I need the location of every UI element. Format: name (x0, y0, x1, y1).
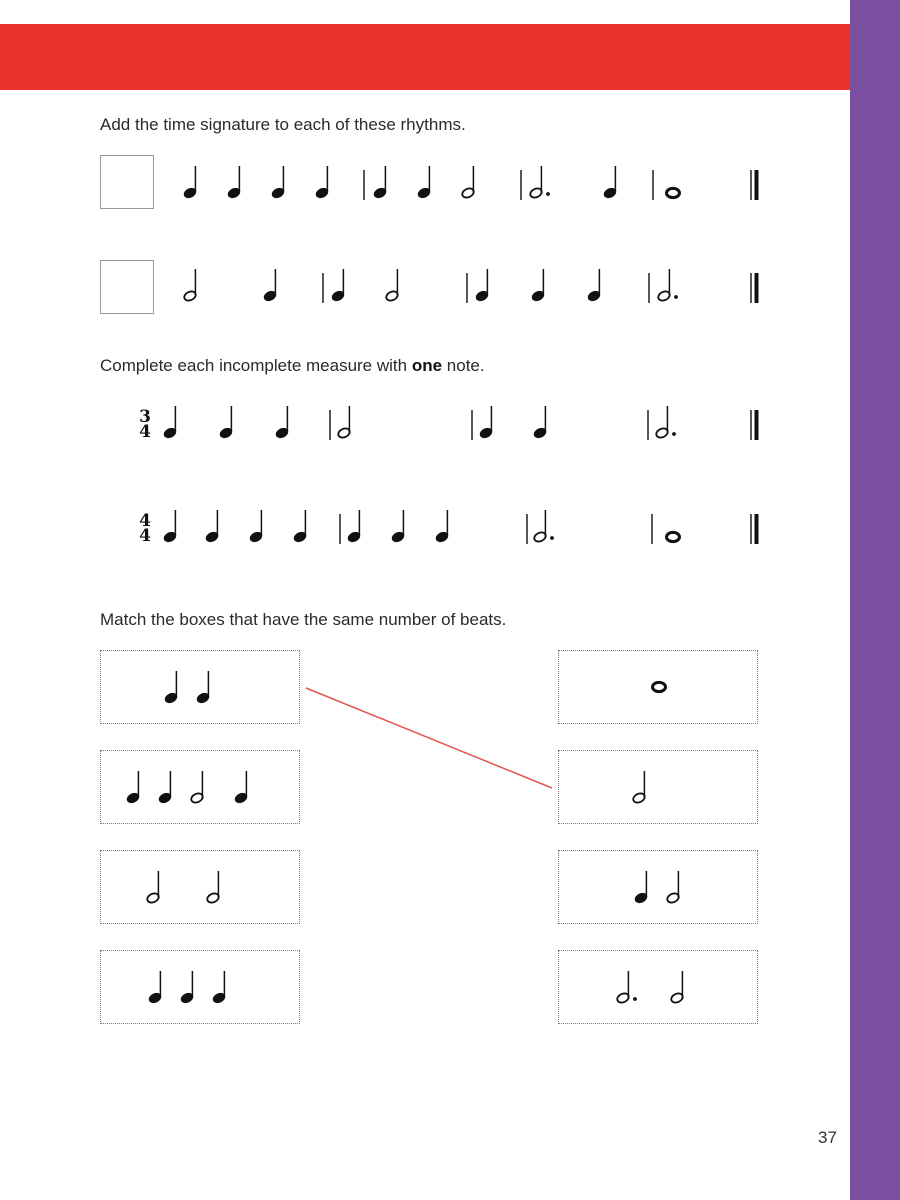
header-band (0, 24, 900, 90)
quarter-note (315, 166, 329, 199)
right-box-4-notes (559, 951, 759, 1025)
quarter-note (331, 269, 345, 302)
half-note (337, 406, 351, 439)
quarter-note (634, 871, 648, 904)
right-match-box-2[interactable] (558, 750, 758, 824)
whole-note (653, 682, 666, 691)
quarter-note (373, 166, 387, 199)
quarter-note (126, 771, 140, 804)
quarter-note (163, 510, 177, 543)
left-match-box-2[interactable] (100, 750, 300, 824)
incomplete-row-2 (0, 504, 850, 564)
instruction-emphasis: one (411, 356, 443, 375)
quarter-note (263, 269, 277, 302)
final-barline (751, 170, 759, 200)
quarter-note (219, 406, 233, 439)
dotted-half-note (616, 971, 637, 1004)
half-note (385, 269, 399, 302)
dotted-half-note (529, 166, 550, 199)
quarter-note (271, 166, 285, 199)
left-match-box-1[interactable] (100, 650, 300, 724)
half-note (206, 871, 220, 904)
rhythm-row-1 (0, 160, 850, 220)
right-match-box-4[interactable] (558, 950, 758, 1024)
quarter-note (205, 510, 219, 543)
quarter-note (164, 671, 178, 704)
quarter-note (347, 510, 361, 543)
left-box-1-notes (101, 651, 301, 725)
quarter-note (163, 406, 177, 439)
final-barline (751, 514, 759, 544)
quarter-note (531, 269, 545, 302)
half-note (146, 871, 160, 904)
quarter-note (212, 971, 226, 1004)
quarter-note (417, 166, 431, 199)
half-note (632, 771, 646, 804)
right-match-box-1[interactable] (558, 650, 758, 724)
side-strip (850, 0, 900, 1200)
time-signature-4-4: 4 4 (139, 511, 151, 546)
right-match-box-3[interactable] (558, 850, 758, 924)
half-note (190, 771, 204, 804)
quarter-note (533, 406, 547, 439)
quarter-note (158, 771, 172, 804)
quarter-note (196, 671, 210, 704)
right-box-3-notes (559, 851, 759, 925)
half-note (183, 269, 197, 302)
right-box-2-notes (559, 751, 759, 825)
final-barline (751, 273, 759, 303)
quarter-note (275, 406, 289, 439)
quarter-note (180, 971, 194, 1004)
quarter-note (479, 406, 493, 439)
quarter-note (293, 510, 307, 543)
half-note (666, 871, 680, 904)
half-note (670, 971, 684, 1004)
instruction-complete-measure: Complete each incomplete measure with one note. (100, 356, 485, 375)
quarter-note (475, 269, 489, 302)
time-signature-3-4: 3 4 (139, 407, 151, 442)
left-match-box-4[interactable] (100, 950, 300, 1024)
right-box-1-notes (559, 651, 759, 725)
quarter-note (234, 771, 248, 804)
quarter-note (435, 510, 449, 543)
dotted-half-note (657, 269, 678, 302)
left-match-box-3[interactable] (100, 850, 300, 924)
rhythm-row-2 (0, 263, 850, 323)
incomplete-row-1 (0, 400, 850, 460)
whole-note (667, 188, 680, 197)
instruction-time-signature: Add the time signature to each of these rhythms. (100, 115, 466, 134)
whole-note (667, 532, 680, 541)
left-box-3-notes (101, 851, 301, 925)
quarter-note (249, 510, 263, 543)
quarter-note (587, 269, 601, 302)
dotted-half-note (533, 510, 554, 543)
instruction-match-beats: Match the boxes that have the same number of beats. (100, 610, 507, 629)
example-match-line (306, 688, 552, 788)
quarter-note (227, 166, 241, 199)
quarter-note (183, 166, 197, 199)
half-note (461, 166, 475, 199)
left-box-4-notes (101, 951, 301, 1025)
final-barline (751, 410, 759, 440)
left-box-2-notes (101, 751, 301, 825)
quarter-note (148, 971, 162, 1004)
dotted-half-note (655, 406, 676, 439)
page-number: 37 (818, 1128, 837, 1147)
quarter-note (603, 166, 617, 199)
quarter-note (391, 510, 405, 543)
